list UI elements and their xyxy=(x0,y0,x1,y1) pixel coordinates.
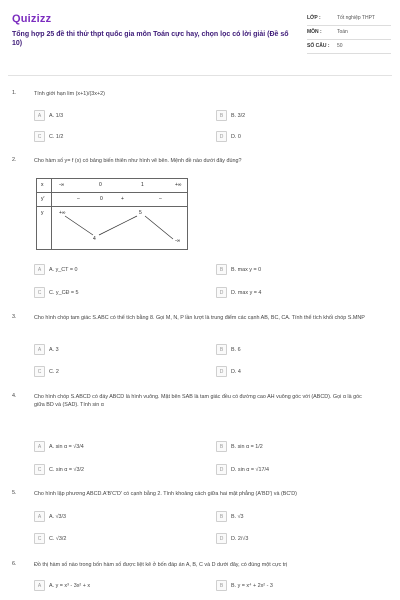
option-b[interactable] xyxy=(216,580,273,591)
table-x-value: 0 xyxy=(99,182,102,188)
meta-row-count xyxy=(307,40,391,54)
option-label: D. 2/√3 xyxy=(231,535,249,542)
question-number: 6. xyxy=(12,561,17,567)
option-d[interactable] xyxy=(216,287,261,298)
option-letter: D xyxy=(216,287,227,298)
question-number: 2. xyxy=(12,157,17,163)
option-label: D. max y = 4 xyxy=(231,289,262,296)
option-label: B. 3/2 xyxy=(231,112,246,119)
table-derivative-value: – xyxy=(159,196,162,202)
option-letter: A xyxy=(34,441,45,452)
option-d[interactable] xyxy=(216,464,269,475)
option-letter: B xyxy=(216,264,227,275)
table-y-value: +∞ xyxy=(59,210,66,216)
meta-key: MÔN : xyxy=(307,29,322,35)
table-derivative-value: 0 xyxy=(100,196,103,202)
option-letter: A xyxy=(34,344,45,355)
table-x-value: 1 xyxy=(141,182,144,188)
option-letter: D xyxy=(216,464,227,475)
option-letter: A xyxy=(34,264,45,275)
question-text: Cho hình chóp S.ABCD có đáy ABCD là hình vuông. Mặt bên SAB là tam giác đều có đường cao AH vuông góc với (ABCD). Gọi α là góc giữa BD và (SAD). Tính sin α xyxy=(34,394,362,408)
table-x-value: -∞ xyxy=(59,182,65,188)
option-d[interactable] xyxy=(216,366,241,377)
variation-arrows xyxy=(37,179,187,249)
table-derivative-value: + xyxy=(121,196,124,202)
option-label: C. y_CĐ = 5 xyxy=(49,289,79,296)
header-divider xyxy=(8,75,392,76)
table-y-value: 4 xyxy=(93,236,96,242)
option-b[interactable] xyxy=(216,344,241,355)
question-number: 4. xyxy=(12,393,17,399)
option-label: A. √3/3 xyxy=(49,513,67,520)
option-label: B. max y = 0 xyxy=(231,266,262,273)
option-a[interactable] xyxy=(34,344,59,355)
table-derivative-label: y' xyxy=(41,196,45,202)
option-letter: A xyxy=(34,511,45,522)
option-c[interactable] xyxy=(34,131,63,142)
option-label: B. 6 xyxy=(231,346,241,353)
question-text: Cho hàm số y= f (x) có bảng biến thiên như hình vẽ bên. Mệnh đề nào dưới đây đúng? xyxy=(34,158,242,164)
table-derivative-value: – xyxy=(77,196,80,202)
table-y-label: y xyxy=(41,210,44,216)
option-label: D. 4 xyxy=(231,368,241,375)
option-letter: B xyxy=(216,580,227,591)
question-text: Đồ thị hàm số nào trong bốn hàm số được liệt kê ở bốn đáp án A, B, C và D dưới đây, có đúng một cực trị xyxy=(34,562,288,568)
meta-row-subject xyxy=(307,26,391,40)
option-letter: B xyxy=(216,441,227,452)
option-c[interactable] xyxy=(34,533,66,544)
option-b[interactable] xyxy=(216,264,261,275)
option-label: A. y = x³ - 3x² + x xyxy=(49,582,91,589)
option-letter: B xyxy=(216,110,227,121)
option-letter: D xyxy=(216,131,227,142)
meta-key: LỚP : xyxy=(307,15,321,21)
option-d[interactable] xyxy=(216,131,241,142)
table-x-value: +∞ xyxy=(175,182,182,188)
option-letter: A xyxy=(34,110,45,121)
option-d[interactable] xyxy=(216,533,248,544)
option-label: A. y_CT = 0 xyxy=(49,266,78,273)
option-label: B. sin α = 1/2 xyxy=(231,443,263,450)
option-letter: C xyxy=(34,366,45,377)
page-title: Tổng hợp 25 đề thi thử thpt quốc gia môn Toán cực hay, chọn lọc có lời giải (Đề số 10) xyxy=(12,31,289,47)
option-a[interactable] xyxy=(34,511,66,522)
variation-table xyxy=(36,178,188,250)
meta-value: Tốt nghiệp THPT xyxy=(337,15,375,21)
meta-panel xyxy=(307,12,391,54)
option-c[interactable] xyxy=(34,366,59,377)
question-number: 5. xyxy=(12,490,17,496)
question-text: Cho hình lập phương ABCD.A'B'C'D' có cạnh bằng 2. Tính khoảng cách giữa hai mặt phẳng (A'BD') và (BC'D) xyxy=(34,491,297,497)
option-a[interactable] xyxy=(34,264,78,275)
option-b[interactable] xyxy=(216,511,244,522)
option-label: B. y = x⁴ + 2x² - 3 xyxy=(231,582,273,589)
option-letter: D xyxy=(216,533,227,544)
option-label: C. 1/2 xyxy=(49,133,64,140)
option-label: D. 0 xyxy=(231,133,241,140)
option-label: A. sin α = √3/4 xyxy=(49,443,84,450)
option-letter: B xyxy=(216,511,227,522)
table-x-label: x xyxy=(41,182,44,188)
option-label: B. √3 xyxy=(231,513,244,520)
meta-row-class xyxy=(307,12,391,26)
option-c[interactable] xyxy=(34,287,79,298)
table-y-value: -∞ xyxy=(175,238,181,244)
option-b[interactable] xyxy=(216,441,263,452)
question-text: Tính giới hạn lim (x+1)/(3x+2) xyxy=(34,91,105,97)
option-label: D. sin α = √17/4 xyxy=(231,466,269,473)
meta-key: SỐ CÂU : xyxy=(307,43,330,49)
option-a[interactable] xyxy=(34,580,90,591)
option-label: C. √3/2 xyxy=(49,535,67,542)
quizizz-logo: Quizizz xyxy=(12,13,52,25)
option-letter: C xyxy=(34,287,45,298)
option-letter: C xyxy=(34,131,45,142)
option-c[interactable] xyxy=(34,464,84,475)
option-letter: C xyxy=(34,464,45,475)
question-number: 1. xyxy=(12,90,17,96)
option-label: A. 1/3 xyxy=(49,112,64,119)
option-label: C. sin α = √3/2 xyxy=(49,466,84,473)
question-number: 3. xyxy=(12,314,17,320)
question-text: Cho hình chóp tam giác S.ABC có thể tích bằng 8. Gọi M, N, P lần lượt là trung điểm các cạnh AB, BC, CA. Tính thể tích khối chóp S.MNP xyxy=(34,315,365,321)
table-y-value: 5 xyxy=(139,210,142,216)
option-letter: D xyxy=(216,366,227,377)
option-label: C. 2 xyxy=(49,368,59,375)
option-a[interactable] xyxy=(34,110,63,121)
option-a[interactable] xyxy=(34,441,84,452)
option-letter: A xyxy=(34,580,45,591)
option-b[interactable] xyxy=(216,110,245,121)
meta-value: Toán xyxy=(337,29,348,35)
meta-value: 50 xyxy=(337,43,343,49)
option-letter: C xyxy=(34,533,45,544)
option-letter: B xyxy=(216,344,227,355)
option-label: A. 3 xyxy=(49,346,59,353)
